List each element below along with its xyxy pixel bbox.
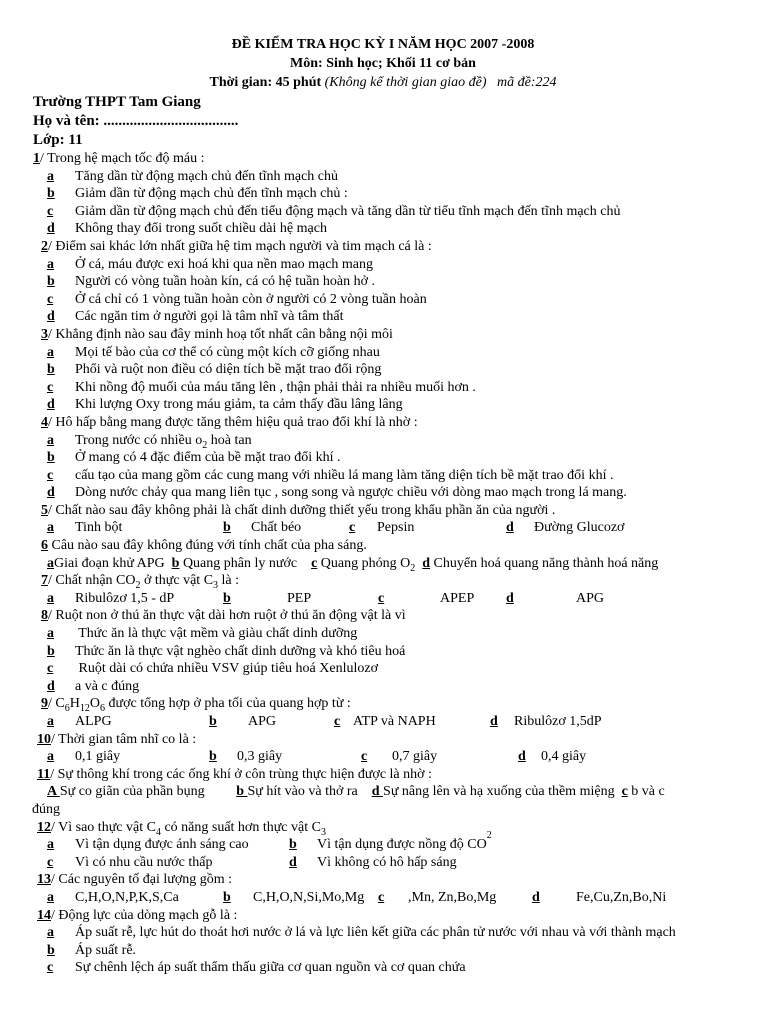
q14-option-a[interactable]: a Áp suất rễ, lực hút do thoát hơi nước ở lá và lực liên kết giữa các phân tử nước với nhau và với thành mạch bbox=[47, 925, 676, 941]
q4-option-b[interactable]: b Ở mang có 4 đặc điểm của bề mặt trao đổi khí . bbox=[47, 450, 341, 466]
q11-option-c[interactable]: c b và c bbox=[621, 784, 665, 800]
question-10: 10/ Thời gian tâm nhĩ co là : bbox=[37, 731, 197, 747]
question-8: 8/ Ruột non ở thú ăn thực vật dài hơn ruột ở thú ăn động vật là vì bbox=[41, 608, 406, 624]
q10-option-b[interactable]: b 0,3 giây bbox=[209, 749, 283, 765]
q11-options bbox=[33, 783, 733, 801]
q5-option-d[interactable]: d Đường Glucozơ bbox=[506, 520, 625, 536]
q2-option-b[interactable]: b Người có vòng tuần hoàn kín, cá có hệ tuần hoàn hở . bbox=[47, 274, 375, 290]
q1-option-d[interactable]: d Không thay đổi trong suốt chiều dài hệ mạch bbox=[47, 221, 327, 237]
q9-option-d[interactable]: d Ribulôzơ 1,5dP bbox=[490, 714, 602, 729]
q10-option-c[interactable]: c 0,7 giây bbox=[361, 749, 438, 765]
q12-options-cd bbox=[33, 854, 733, 872]
q5-option-b[interactable]: b Chất béo bbox=[223, 520, 302, 536]
question-4: 4/ Hô hấp bằng mang được tăng thêm hiệu quả trao đổi khí là nhờ : bbox=[41, 414, 418, 430]
q7-options bbox=[33, 590, 733, 608]
question-2: 2/ Điểm sai khác lớn nhất giữa hệ tim mạch người và tim mạch cá là : bbox=[41, 238, 432, 254]
q10-options bbox=[33, 748, 733, 766]
q13-options bbox=[33, 889, 733, 907]
q11-option-b[interactable]: b Sự hít vào và thở ra bbox=[236, 784, 358, 800]
question-6: 6 Câu nào sau đây không đúng với tính chất của pha sáng. bbox=[41, 538, 367, 554]
question-12: 12/ Vì sao thực vật $C_4$ có năng suất hơn thực vật $C_3$ bbox=[37, 819, 326, 838]
time-note: (Không kể thời gian giao đề) bbox=[324, 75, 487, 90]
q3-option-c[interactable]: c Khi nồng độ muối của máu tăng lên , thận phải thải ra nhiều muối hơn . bbox=[47, 379, 476, 395]
q9-option-c[interactable]: c ATP và NAPH bbox=[334, 714, 436, 729]
q10-option-d[interactable]: d 0,4 giây bbox=[518, 749, 587, 765]
question-3: 3/ Khẳng định nào sau đây minh hoạ tốt nhất cân bằng nội môi bbox=[41, 326, 393, 342]
q8-option-b[interactable]: b Thức ăn là thực vật nghèo chất dinh dưỡng và khó tiêu hoá bbox=[47, 643, 406, 659]
q8-option-c[interactable]: c Ruột dài có chứa nhiều VSV giúp tiêu hoá Xenlulozơ bbox=[47, 661, 378, 677]
q2-option-d[interactable]: d Các ngăn tim ở người gọi là tâm nhĩ và tâm thất bbox=[47, 309, 344, 325]
q12-options-ab bbox=[33, 830, 733, 854]
q1-option-c[interactable]: c Giảm dần từ động mạch chủ đến tiểu động mạch và tăng dần từ tiểu tĩnh mạch đến tĩnh mạch chủ bbox=[47, 203, 621, 219]
q6-options bbox=[33, 555, 733, 573]
q1-option-b[interactable]: b Giảm dần từ động mạch chủ đến tĩnh mạch chủ : bbox=[47, 186, 348, 202]
q8-option-a[interactable]: a Thức ăn là thực vật mềm và giàu chất dinh dưỡng bbox=[47, 626, 358, 642]
q11-option-c-wrap: đúng bbox=[32, 801, 60, 817]
q5-option-a[interactable]: a Tinh bột bbox=[47, 520, 123, 536]
question-14: 14/ Động lực của dòng mạch gỗ là : bbox=[37, 907, 238, 923]
exam-subject: Môn: Sinh học; Khối 11 cơ bản bbox=[290, 56, 476, 71]
q7-option-c[interactable]: c APEP bbox=[378, 590, 475, 606]
q5-options bbox=[33, 519, 733, 537]
q13-option-d[interactable]: d Fe,Cu,Zn,Bo,Ni bbox=[532, 889, 667, 905]
school-name: Trường THPT Tam Giang bbox=[33, 94, 201, 110]
time-label: Thời gian: 45 phút bbox=[209, 75, 322, 90]
q3-option-b[interactable]: b Phổi và ruột non điều có diện tích bề mặt trao đổi rộng bbox=[47, 362, 382, 378]
q9-option-a[interactable]: a ALPG bbox=[47, 714, 112, 729]
question-9: 9/ $C_6H_{12}O_6$ được tổng hợp ở pha tối của quang hợp từ : bbox=[41, 696, 351, 715]
student-name-field: Họ và tên: .................................... bbox=[33, 113, 239, 129]
q14-option-b[interactable]: b Áp suất rễ. bbox=[47, 942, 137, 958]
exam-time bbox=[33, 74, 733, 93]
q2-option-c[interactable]: c Ở cá chỉ có 1 vòng tuần hoàn còn ở người có 2 vòng tuần hoàn bbox=[47, 291, 427, 307]
q7-option-d[interactable]: d APG bbox=[506, 590, 605, 606]
q7-option-b[interactable]: b PEP bbox=[223, 590, 312, 606]
q9-option-b[interactable]: b APG bbox=[209, 714, 277, 729]
exam-title: ĐỀ KIỂM TRA HỌC KỲ I NĂM HỌC 2007 -2008 bbox=[231, 37, 535, 52]
q5-option-c[interactable]: c Pepsin bbox=[349, 520, 415, 536]
q12-option-b[interactable]: b Vì tận dụng được nồng độ CO 2 bbox=[289, 830, 492, 853]
q2-option-a[interactable]: a Ở cá, máu được exi hoá khi qua nền mao mạch mang bbox=[47, 256, 374, 272]
class-field: Lớp: 11 bbox=[33, 132, 83, 148]
q4-option-c[interactable]: c cấu tạo của mang gồm các cung mang với nhiều lá mang làm tăng diện tích bề mặt trao đổi khí . bbox=[47, 467, 614, 483]
q3-option-a[interactable]: a Mọi tế bào của cơ thể có cùng một kích cỡ giống nhau bbox=[47, 344, 380, 360]
q12-option-c[interactable]: c Vì có nhu cầu nước thấp bbox=[47, 854, 213, 870]
q14-option-c[interactable]: c Sự chênh lệch áp suất thẩm thấu giữa cơ quan nguồn và cơ quan chứa bbox=[47, 960, 466, 976]
q9-options bbox=[33, 713, 733, 731]
q6-option-b[interactable]: b Quang phân ly nước bbox=[171, 555, 298, 571]
exam-code: mã đề:224 bbox=[496, 75, 557, 90]
exam-page bbox=[33, 36, 733, 977]
q7-option-a[interactable]: a Ribulôzơ 1,5 - dP bbox=[47, 590, 175, 606]
q12-option-a[interactable]: a Vì tận dụng được ánh sáng cao bbox=[47, 837, 249, 853]
question-1: 1/ Trong hệ mạch tốc độ máu : bbox=[33, 151, 205, 166]
q6-option-c[interactable]: c Quang phóng $O_2$ bbox=[311, 555, 416, 574]
question-11: 11/ Sự thông khí trong các ống khí ở côn trùng thực hiện được là nhờ : bbox=[37, 766, 432, 782]
q10-option-a[interactable]: a 0,1 giây bbox=[47, 749, 121, 765]
q6-option-a[interactable]: aGiai đoạn khử APG bbox=[47, 555, 165, 571]
q6-option-d[interactable]: d Chuyển hoá quang năng thành hoá năng bbox=[422, 555, 659, 571]
q8-option-d[interactable]: d a và c đúng bbox=[47, 678, 140, 694]
question-7: 7/ Chất nhận $CO_2$ ở thực vật $C_3$ là : bbox=[41, 573, 240, 592]
q4-option-a[interactable]: a Trong nước có nhiều $o_2$ hoà tan bbox=[47, 432, 252, 451]
q1-option-a[interactable]: a Tăng dần từ động mạch chủ đến tĩnh mạch chủ bbox=[47, 168, 339, 184]
q3-option-d[interactable]: d Khi lượng Oxy trong máu giảm, ta cảm thấy đầu lâng lâng bbox=[47, 397, 403, 413]
question-13: 13/ Các nguyên tố đại lượng gồm : bbox=[37, 872, 233, 888]
q11-option-d[interactable]: d Sự nâng lên và hạ xuống của thềm miệng bbox=[371, 784, 615, 800]
q11-option-a[interactable]: A Sự co giãn của phần bụng bbox=[47, 784, 205, 800]
q13-option-c[interactable]: c ,Mn, Zn,Bo,Mg bbox=[378, 889, 497, 905]
question-5: 5/ Chất nào sau đây không phải là chất dinh dưỡng thiết yếu trong khẩu phần ăn của người . bbox=[41, 502, 556, 518]
q13-option-b[interactable]: b C,H,O,N,Si,Mo,Mg bbox=[223, 889, 365, 905]
q12-option-d[interactable]: d Vì không có hô hấp sáng bbox=[289, 854, 457, 870]
q13-option-a[interactable]: a C,H,O,N,P,K,S,Ca bbox=[47, 889, 179, 905]
q4-option-d[interactable]: d Dòng nước chảy qua mang liên tục , song song và ngược chiều với dòng mao mạch trong lá mang. bbox=[47, 485, 627, 501]
